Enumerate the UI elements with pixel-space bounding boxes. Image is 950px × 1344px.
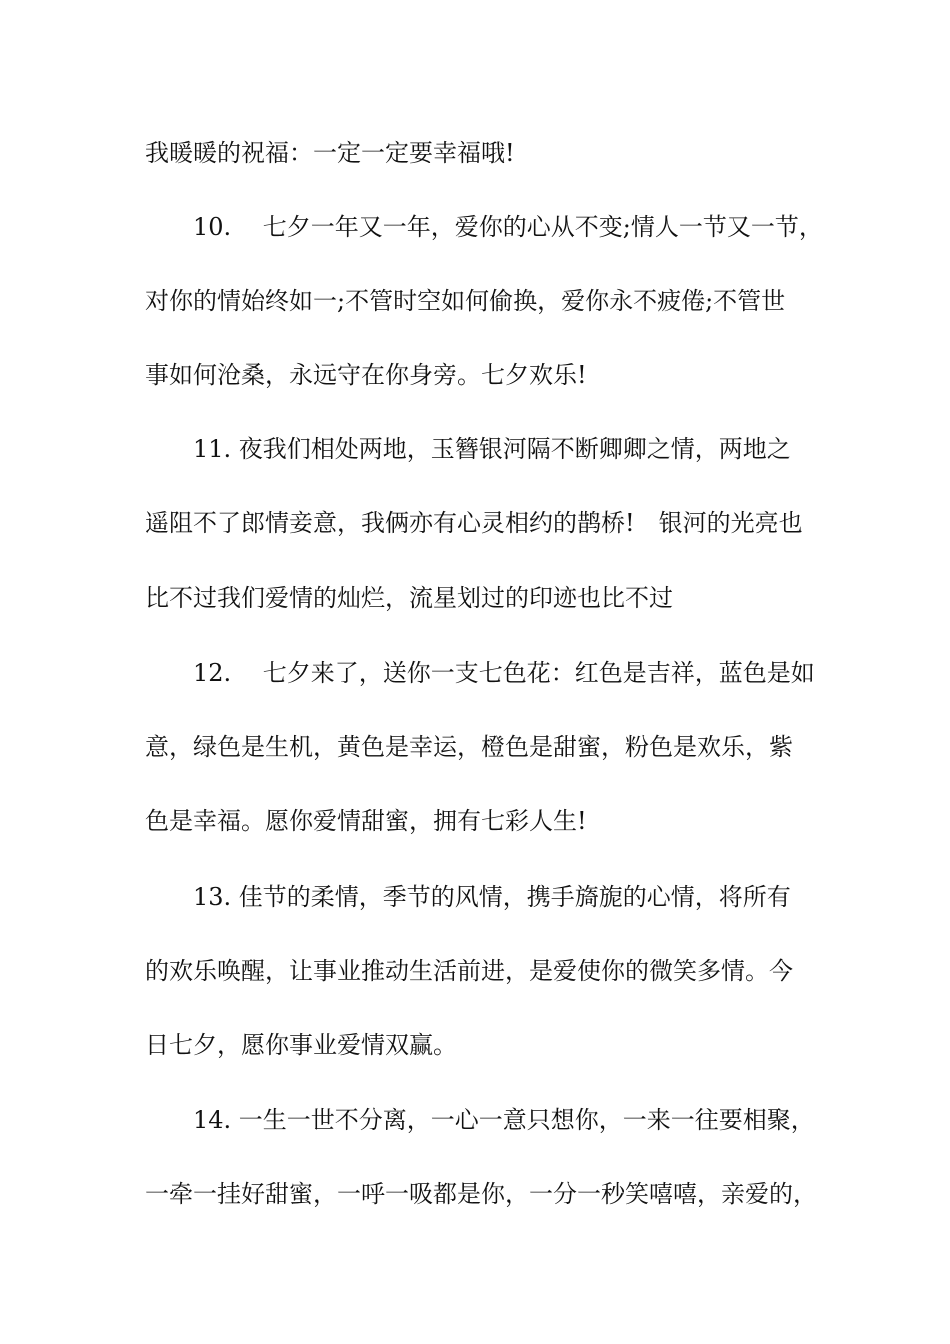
text-line: 事如何沧桑，永远守在你身旁。七夕欢乐! bbox=[145, 361, 587, 389]
text-line: 的欢乐唤醒，让事业推动生活前进，是爱使你的微笑多情。今 bbox=[145, 957, 793, 985]
text-line: 遥阻不了郎情妾意，我俩亦有心灵相约的鹊桥! 银河的光亮也 bbox=[145, 509, 803, 537]
text-line: 11. 夜我们相处两地，玉簪银河隔不断卿卿之情，两地之 bbox=[193, 435, 791, 463]
text-line: 10. 七夕一年又一年，爱你的心从不变;情人一节又一节， bbox=[193, 213, 823, 241]
text-line: 比不过我们爱情的灿烂，流星划过的印迹也比不过 bbox=[145, 584, 673, 612]
text-line: 12. 七夕来了，送你一支七色花：红色是吉祥，蓝色是如 bbox=[193, 659, 815, 687]
text-line: 我暖暖的祝福：一定一定要幸福哦! bbox=[145, 139, 515, 167]
text-line: 对你的情始终如一;不管时空如何偷换，爱你永不疲倦;不管世 bbox=[145, 287, 786, 315]
text-line: 色是幸福。愿你爱情甜蜜，拥有七彩人生! bbox=[145, 807, 587, 835]
text-line: 13. 佳节的柔情，季节的风情，携手旖旎的心情，将所有 bbox=[193, 883, 791, 911]
text-line: 意，绿色是生机，黄色是幸运，橙色是甜蜜，粉色是欢乐，紫 bbox=[145, 733, 793, 761]
text-line: 14. 一生一世不分离，一心一意只想你，一来一往要相聚， bbox=[193, 1106, 815, 1134]
text-line: 一牵一挂好甜蜜，一呼一吸都是你，一分一秒笑嘻嘻，亲爱的， bbox=[145, 1180, 817, 1208]
text-line: 日七夕，愿你事业爱情双赢。 bbox=[145, 1031, 457, 1059]
